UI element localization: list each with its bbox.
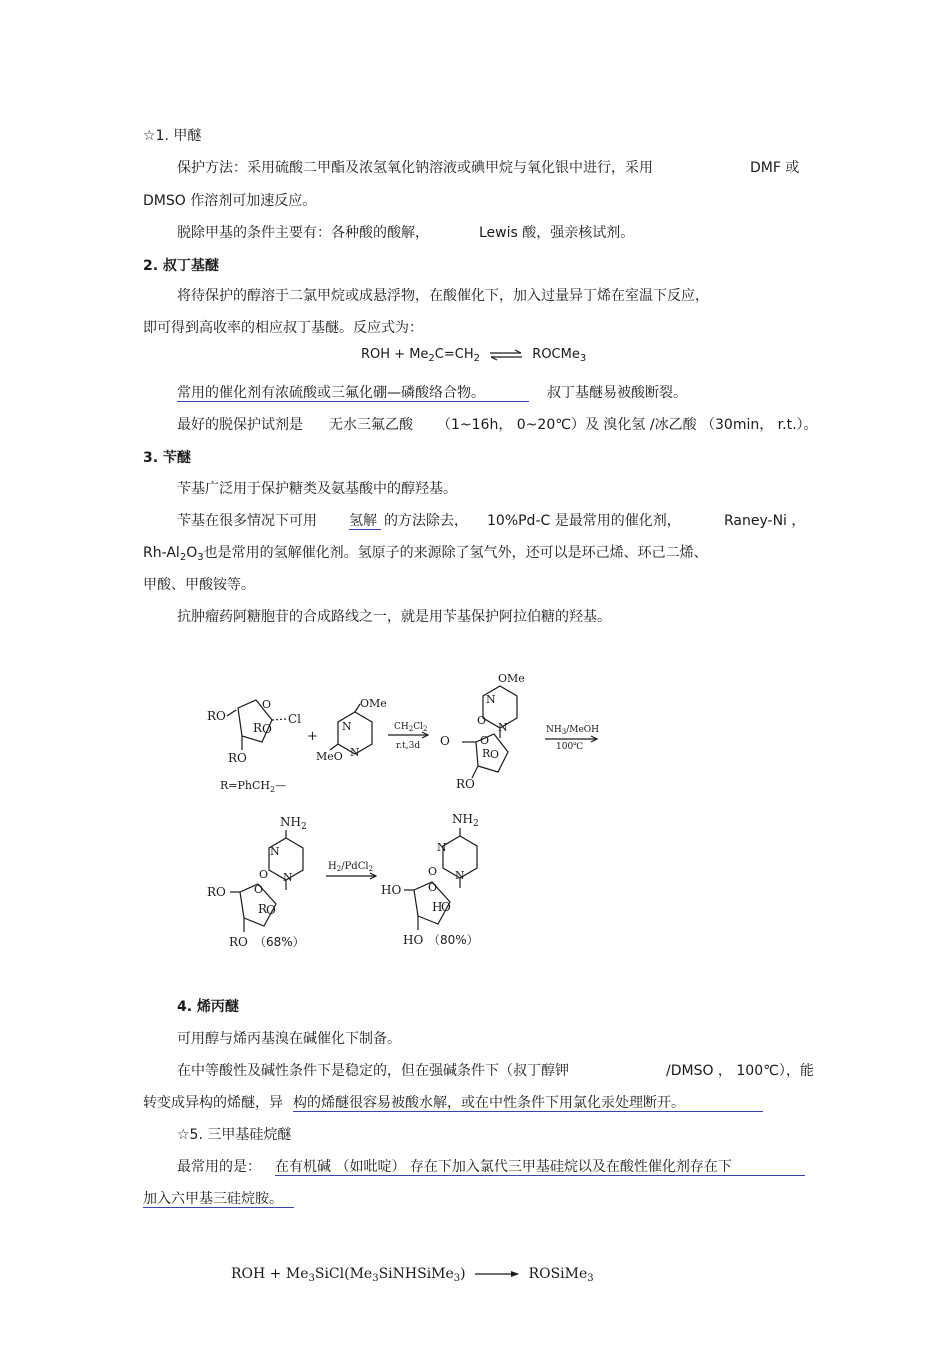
s1-p1-c: DMSO 作溶剂可加速反应。: [143, 193, 317, 209]
s2-p3-b: 叔丁基醚易被酸断裂。: [547, 385, 687, 401]
svg-text:RO: RO: [229, 935, 248, 949]
svg-text:R: R: [482, 747, 491, 760]
s3-p2-d: 10%Pd-C 是最常用的催化剂，: [487, 513, 681, 529]
s4-p2-b: /DMSO ， 100℃），能: [666, 1063, 814, 1079]
svg-text:O: O: [428, 865, 438, 878]
section-4-title: 4. 烯丙醚: [177, 999, 239, 1015]
s3-p3: $Rh-Al_2O_3$也是常用的氢解催化剂。氢原子的来源除了氢气外，还可以是环己烯、环己二烯、: [143, 545, 708, 563]
s1-p1-b: DMF 或: [750, 160, 800, 176]
svg-text:NH2: $NH_2$: [452, 812, 479, 829]
svg-text:R: R: [253, 721, 263, 735]
s3-p1: 苄基广泛用于保护糖类及氨基酸中的醇羟基。: [177, 481, 457, 497]
svg-text:N: N: [350, 746, 360, 759]
svg-text:O: O: [262, 722, 272, 736]
s1-p1-a: 保护方法：采用硫酸二甲酯及浓氢氧化钠溶液或碘甲烷与氧化银中进行，采用: [177, 160, 653, 176]
svg-text:O: O: [428, 881, 438, 894]
svg-text:HO: HO: [381, 883, 402, 897]
section-3-title: 3. 苄醚: [143, 450, 191, 466]
svg-text:O: O: [254, 883, 264, 896]
svg-text:O: O: [440, 734, 450, 748]
plus-sign: +: [307, 729, 318, 744]
svg-text:（80%）: （80%）: [428, 933, 479, 947]
svg-text:N: N: [498, 721, 508, 734]
s3-p2-e: Raney-Ni ，: [724, 513, 806, 529]
svg-text:RO: RO: [228, 751, 247, 765]
arabinosyl-chloride: [207, 698, 301, 765]
svg-text:O: O: [441, 900, 451, 914]
s2-p3-a: 常用的催化剂有浓硫酸或三氟化硼—磷酸络合物。: [177, 385, 485, 401]
svg-text:N: N: [455, 869, 465, 882]
reaction-arrow-icon: [473, 1269, 521, 1279]
svg-text:OMe: OMe: [360, 697, 387, 710]
s1-p2-a: 脱除甲基的条件主要有：各种酸的酸解，: [177, 225, 429, 241]
svg-text:（68%）: （68%）: [254, 935, 305, 949]
s2-equation: ROH + $Me_2C=CH_2$ ROCMe$_3$: [361, 347, 587, 364]
intermediate-nucleoside: [440, 672, 525, 791]
svg-text:RO: RO: [207, 709, 226, 723]
underline: [293, 1111, 763, 1112]
svg-text:O: O: [477, 714, 487, 727]
s2-p4-a: 最好的脱保护试剂是: [177, 417, 303, 433]
r-definition: R=PhCH$_2$—: [220, 779, 287, 794]
underline: [143, 1207, 294, 1208]
s2-p1: 将待保护的醇溶于二氯甲烷或成悬浮物，在酸催化下，加入过量异丁烯在室温下反应，: [177, 288, 709, 304]
svg-text:Cl: Cl: [288, 712, 302, 726]
s2-p2: 即可得到高收率的相应叔丁基醚。反应式为：: [143, 320, 423, 336]
s4-p1: 可用醇与烯丙基溴在碱催化下制备。: [177, 1031, 401, 1047]
svg-text:NH2: $NH_2$: [280, 815, 307, 832]
s3-p2-a: 苄基在很多情况下可用: [177, 513, 317, 529]
reaction-arrow-1: [388, 722, 428, 751]
svg-text:H: H: [432, 900, 443, 914]
svg-text:N: N: [270, 845, 280, 858]
svg-text:N: N: [486, 693, 496, 706]
svg-text:RO: RO: [456, 777, 475, 791]
s3-p2-c: 的方法除去，: [384, 513, 468, 529]
underline: [275, 1175, 805, 1176]
s4-p3-b: 构的烯醚很容易被酸水解，或在中性条件下用氯化汞处理断开。: [293, 1095, 685, 1111]
svg-text:100℃: 100℃: [556, 742, 584, 752]
section-1-title: ☆1. 甲醚: [143, 128, 202, 144]
s3-p2-b: 氢解: [349, 513, 377, 529]
protected-cytarabine: [207, 815, 307, 949]
svg-text:O: O: [262, 698, 272, 711]
s1-p2-b: Lewis 酸，强亲核试剂。: [479, 225, 635, 241]
svg-text:O: O: [266, 903, 276, 917]
cytarabine: [381, 812, 479, 947]
s4-p2-a: 在中等酸性及碱性条件下是稳定的，但在强碱条件下（叔丁醇钾: [177, 1063, 569, 1079]
reaction-arrow-3: [326, 861, 376, 879]
s2-p4-b: 无水三氟乙酸: [329, 417, 413, 433]
svg-text:NH3/MeOH: $NH_3$/MeOH: [546, 725, 600, 736]
svg-text:RO: RO: [207, 885, 226, 899]
dimethoxypyrimidine: [316, 697, 387, 763]
reaction-arrow-2: [545, 725, 599, 752]
svg-text:H2/PdCl2: $H_2/PdCl_2$: [328, 861, 374, 873]
s5-equation: ROH + $Me_3SiCl(Me_3SiNHSiMe_3)$ ROSiMe$_3$: [231, 1266, 594, 1284]
section-2-title: 2. 叔丁基醚: [143, 258, 219, 274]
svg-text:R: R: [258, 902, 268, 916]
s3-p5: 抗肿瘤药阿糖胞苷的合成路线之一，就是用苄基保护阿拉伯糖的羟基。: [177, 609, 611, 625]
svg-text:CH2Cl2: $CH_2Cl_2$: [394, 722, 428, 733]
svg-text:O: O: [259, 868, 269, 881]
svg-text:O: O: [480, 734, 490, 747]
svg-text:r.t,3d: r.t,3d: [396, 741, 421, 751]
s5-p1-b: 在有机碱 （如吡啶） 存在下加入氯代三甲基硅烷以及在酸性催化剂存在下: [275, 1159, 732, 1175]
svg-text:N: N: [342, 720, 352, 733]
s4-p3-a: 转变成异构的烯醚，异: [143, 1095, 283, 1111]
svg-text:N: N: [437, 841, 447, 854]
s3-p4: 甲酸、甲酸铵等。: [143, 577, 255, 593]
s5-p1-a: 最常用的是：: [177, 1159, 261, 1175]
svg-text:OMe: OMe: [498, 672, 525, 685]
svg-text:N: N: [283, 871, 293, 884]
s5-p2: 加入六甲基三硅烷胺。: [143, 1191, 283, 1207]
s2-p4-c: （1~16h， 0~20℃）及 溴化氢 /冰乙酸 （30min， r.t.）。: [437, 417, 818, 433]
svg-text:MeO: MeO: [316, 750, 343, 763]
svg-text:HO: HO: [403, 933, 424, 947]
section-5-title: ☆5. 三甲基硅烷醚: [177, 1127, 292, 1143]
svg-text:O: O: [490, 748, 500, 761]
